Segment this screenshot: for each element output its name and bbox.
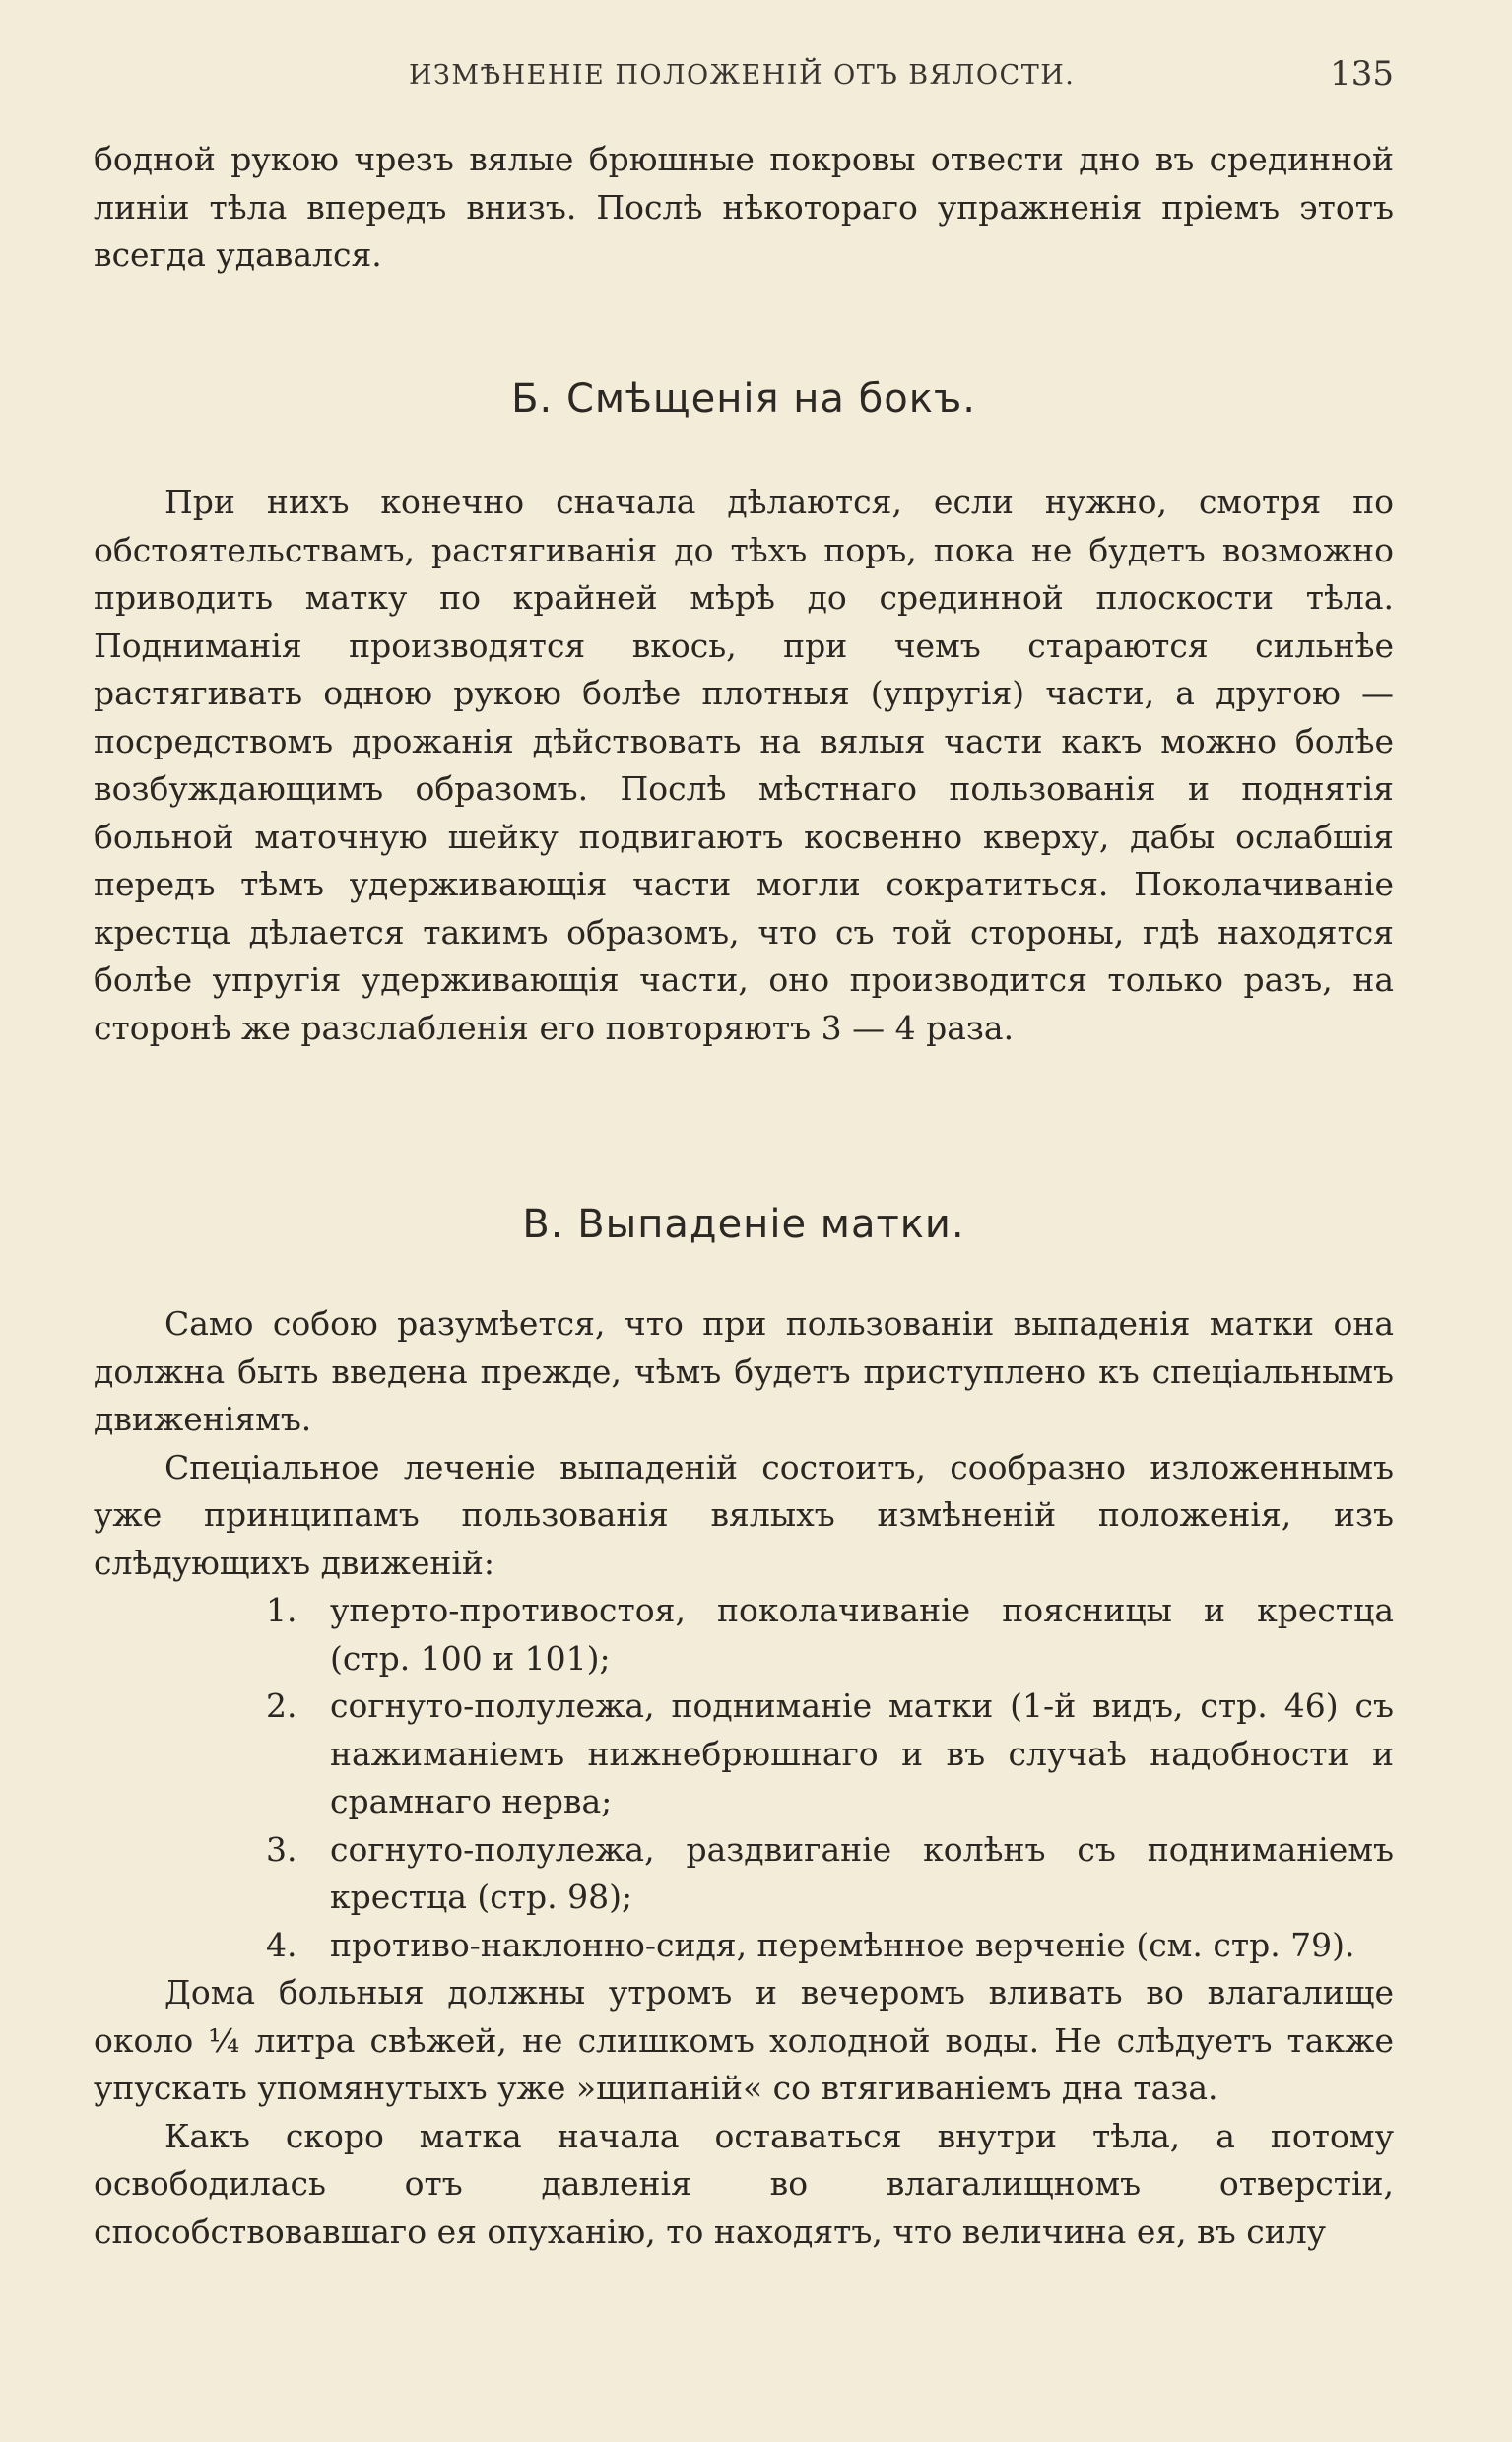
list-item <box>94 1587 1394 1683</box>
running-header <box>94 54 1394 103</box>
list-item-text: согнуто-полулежа, подниманіе матки (1-й видъ, стр. 46) съ нажиманіемъ нижнебрюшнаго и въ случаѣ надобности и срамнаго нерва; <box>330 1686 1394 1820</box>
book-page <box>94 0 1394 2442</box>
intro-block <box>94 136 1394 280</box>
list-item-text: противо-наклонно-сидя, перемѣнное верченіе (см. стр. 79). <box>330 1925 1355 1964</box>
list-item-number: 2. <box>266 1686 297 1725</box>
section-v-body <box>94 1300 1394 2256</box>
section-v-paragraph-3: Дома больныя должны утромъ и вечеромъ вливать во влагалище около ¼ литра свѣжей, не слишкомъ холодной воды. Не слѣдуетъ также упускать упомянутыхъ уже »щипаній« со втягиваніемъ дна таза. <box>94 1973 1394 2107</box>
running-title: ИЗМѢНЕНІЕ ПОЛОЖЕНІЙ ОТЪ ВЯЛОСТИ. <box>409 60 1076 91</box>
list-item-text: уперто-противостоя, поколачиваніе поясницы и крестца (стр. 100 и 101); <box>330 1591 1394 1678</box>
section-v-paragraph-4: Какъ скоро матка начала оставаться внутри тѣла, а потому освободилась отъ давленія во влагалищномъ отверстіи, способствовавшаго ея опуханію, то находятъ, что величина ея, въ силу <box>94 2116 1394 2251</box>
list-item-number: 4. <box>266 1925 297 1964</box>
page-number: 135 <box>1330 54 1394 94</box>
list-item-number: 3. <box>266 1829 297 1869</box>
section-heading-v: В. Выпаденіе матки. <box>522 1202 965 1247</box>
movement-list <box>94 1587 1394 1969</box>
list-item <box>94 1683 1394 1826</box>
section-heading-b: Б. Смѣщенія на бокъ. <box>511 376 976 422</box>
list-item-text: согнуто-полулежа, раздвиганіе колѣнъ съ подниманіемъ крестца (стр. 98); <box>330 1829 1394 1916</box>
section-b-body <box>94 479 1394 1052</box>
intro-paragraph: бодной рукою чрезъ вялые брюшные покровы отвести дно въ срединной линіи тѣла впередъ внизъ. Послѣ нѣкотораго упражненія пріемъ этотъ всегда удавался. <box>94 140 1394 274</box>
section-v-paragraph-2: Спеціальное леченіе выпаденій состоитъ, сообразно изложеннымъ уже принципамъ пользованія вялыхъ измѣненій положенія, изъ слѣдующихъ движеній: <box>94 1447 1394 1582</box>
list-item-number: 1. <box>266 1591 297 1629</box>
section-v-paragraph-1: Само собою разумѣется, что при пользованіи выпаденія матки она должна быть введена прежде, чѣмъ будетъ приступлено къ спеціальнымъ движеніямъ. <box>94 1304 1394 1438</box>
list-item <box>94 1826 1394 1922</box>
list-item <box>94 1922 1394 1970</box>
section-b-paragraph: При нихъ конечно сначала дѣлаются, если нужно, смотря по обстоятельствамъ, растягиванія до тѣхъ поръ, пока не будетъ возможно приводить матку по крайней мѣрѣ до срединной плоскости тѣла. Подниманія производятся вкось, при чемъ стараются сильнѣе растягивать одною рукою болѣе плотныя (упругія) части, а другою — посредствомъ дрожанія дѣйствовать на вялыя части какъ можно болѣе возбуждающимъ образомъ. Послѣ мѣстнаго пользованія и поднятія больной маточную шейку подвигаютъ косвенно кверху, дабы ослабшія передъ тѣмъ удерживающія части могли сократиться. Поколачиваніе крестца дѣлается такимъ образомъ, что съ той стороны, гдѣ находятся болѣе упругія удерживающія части, оно производится только разъ, на сторонѣ же разслабленія его повторяютъ 3 — 4 раза. <box>94 483 1394 1047</box>
